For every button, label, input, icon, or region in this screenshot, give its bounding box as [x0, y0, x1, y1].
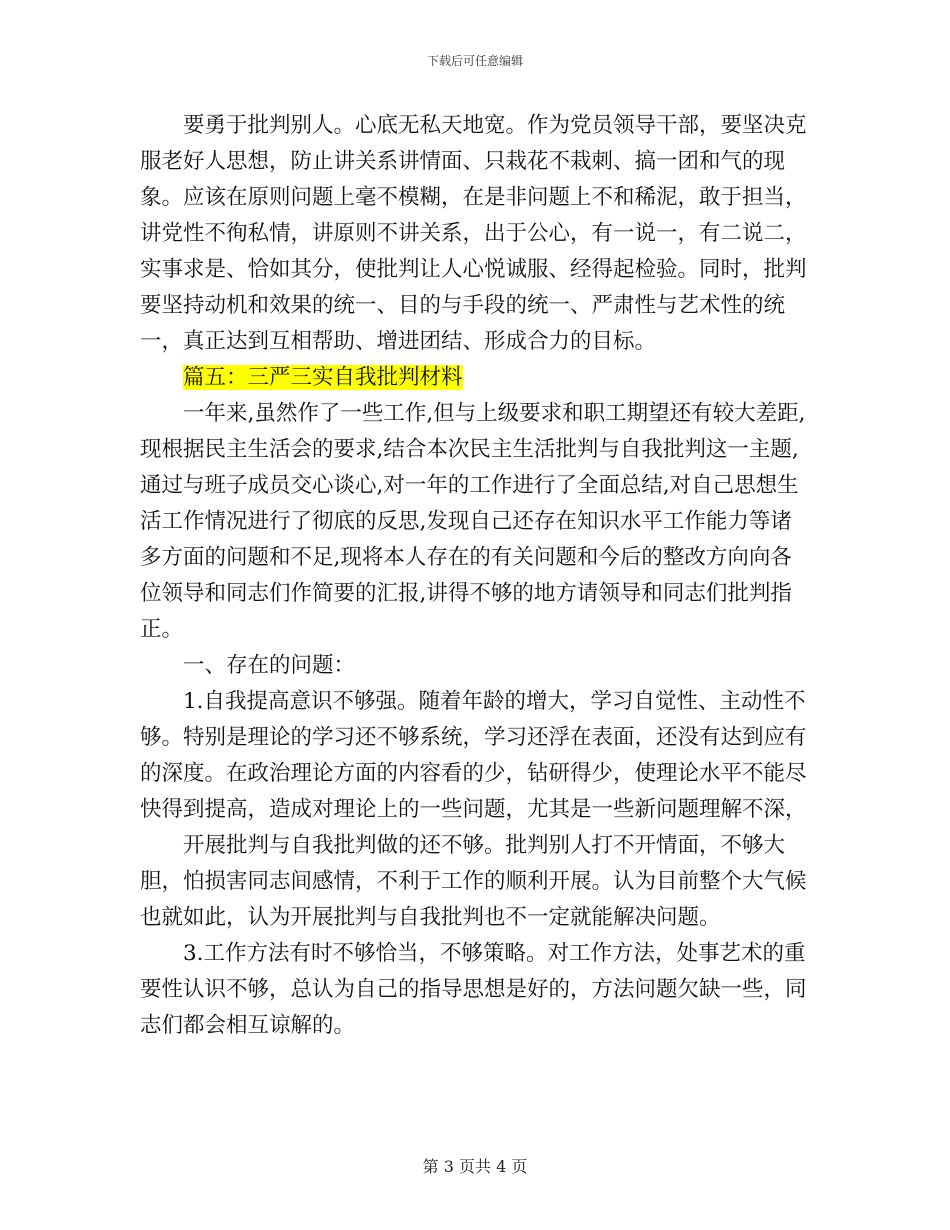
- paragraph-point-2: 开展批判与自我批判做的还不够。批判别人打不开情面，不够大胆，怕损害同志间感情，不利于工作的顺利开展。认为目前整个大气候也就如此，认为开展批判与自我批判也不一定就能解决问题。: [140, 833, 807, 930]
- subheading-problems: 一、存在的问题：: [183, 653, 356, 678]
- paragraph-point-1: 1.自我提高意识不够强。随着年龄的增大，学习自觉性、主动性不够。特别是理论的学习还不够系统，学习还浮在表面，还没有达到应有的深度。在政治理论方面的内容看的少，钻研得少，使理论水平不能尽快得到提高，造成对理论上的一些问题，尤其是一些新问题理解不深，: [140, 689, 807, 822]
- paragraph-criticize-others: 要勇于批判别人。心底无私天地宽。作为党员领导干部，要坚决克服老好人思想，防止讲关系讲情面、只栽花不栽刺、搞一团和气的现象。应该在原则问题上毫不模糊，在是非问题上不和稀泥，敢于担当，讲党性不徇私情，讲原则不讲关系，出于公心，有一说一，有二说二，实事求是、恰如其分，使批判让人心悦诚服、经得起检验。同时，批判要坚持动机和效果的统一、目的与手段的统一、严肃性与艺术性的统一，真正达到互相帮助、增进团结、形成合力的目标。: [140, 113, 807, 354]
- highlighted-heading: 篇五：三严三实自我批判材料: [183, 365, 463, 390]
- section-heading: [140, 360, 808, 396]
- page-footer: 第 3 页共 4 页: [422, 1157, 528, 1176]
- paragraph-intro: 一年来,虽然作了一些工作,但与上级要求和职工期望还有较大差距,现根据民主生活会的要求,结合本次民主生活批判与自我批判这一主题,通过与班子成员交心谈心,对一年的工作进行了全面总结,对自己思想生活工作情况进行了彻底的反思,发现自己还存在知识水平工作能力等诸多方面的问题和不足,现将本人存在的有关问题和今后的整改方向向各位领导和同志们作简要的汇报,讲得不够的地方请领导和同志们批判指正。: [140, 401, 806, 642]
- document-body: [140, 108, 808, 1044]
- page-header: 下载后可任意编辑: [426, 54, 523, 68]
- paragraph-point-3: 3.工作方法有时不够恰当，不够策略。对工作方法，处事艺术的重要性认识不够，总认为自己的指导思想是好的，方法问题欠缺一些，同志们都会相互谅解的。: [140, 941, 807, 1038]
